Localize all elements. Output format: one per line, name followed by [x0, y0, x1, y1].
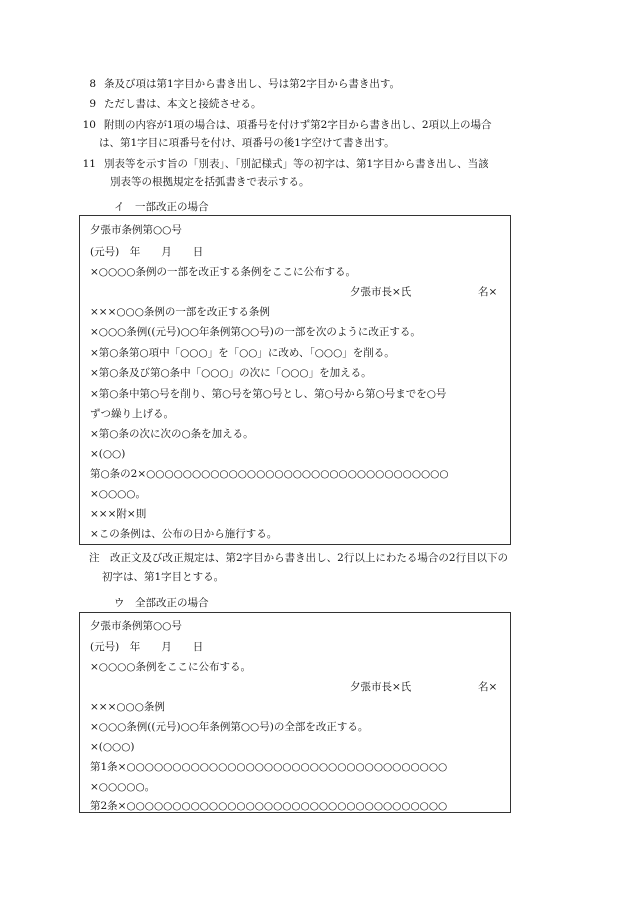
- rule-item-8: [76, 76, 400, 92]
- amendment-line: ×第○条中第○号を削り、第○号を第○号とし、第○号から第○号までを○号: [90, 388, 447, 400]
- rule-number: 10: [82, 119, 96, 131]
- mayor-signature-office: 夕張市長×氏: [350, 681, 412, 693]
- note-line-2: 初字は、第1字目とする。: [102, 571, 225, 583]
- article-text: 第○条の2×○○○○○○○○○○○○○○○○○○○○○○○○○○○○○○○○○: [90, 468, 449, 480]
- supplementary-provisions-heading: ×××附×則: [90, 508, 147, 520]
- article-1-text-continuation: ×○○○○○。: [90, 781, 156, 793]
- ordinance-number: 夕張市条例第○○号: [90, 620, 182, 632]
- article-text-continuation: ×○○○○。: [90, 488, 146, 500]
- rule-item-10-cont: [99, 135, 395, 151]
- rule-item-10: [76, 117, 492, 133]
- rule-item-9: [76, 96, 262, 112]
- example-box-partial-amendment: [79, 215, 511, 545]
- ordinance-title: ×××○○○条例: [90, 701, 165, 713]
- rule-text: 別表等を示す旨の「別表」、「別記様式」等の初字は、第1字目から書き出し、当該: [104, 158, 489, 170]
- section-heading-partial-amendment: イ 一部改正の場合: [114, 201, 209, 213]
- rule-item-11: [76, 156, 489, 172]
- mayor-signature-office: 夕張市長×氏: [350, 286, 412, 298]
- amendment-line: ずつ繰り上げる。: [90, 408, 174, 420]
- note-line-1: 注 改正文及び改正規定は、第2字目から書き出し、2行以上にわたる場合の2行目以下の: [89, 552, 509, 564]
- rule-item-11-cont: [110, 174, 310, 190]
- ordinance-title: ×××○○○条例の一部を改正する条例: [90, 306, 270, 318]
- amendment-line: ×第○条の次に次の○条を加える。: [90, 428, 254, 440]
- example-box-full-amendment: [79, 612, 511, 813]
- article-2-text: 第2条×○○○○○○○○○○○○○○○○○○○○○○○○○○○○○○○○○○○: [90, 800, 448, 812]
- supplementary-provision-text: ×この条例は、公布の日から施行する。: [90, 528, 278, 540]
- amendment-statement: ×○○○条例((元号)○○年条例第○○号)の一部を次のように改正する。: [90, 326, 421, 338]
- mayor-signature-name: 名×: [478, 681, 498, 693]
- amendment-statement: ×○○○条例((元号)○○年条例第○○号)の全部を改正する。: [90, 721, 369, 733]
- amendment-line: ×第○条及び第○条中「○○○」の次に「○○○」を加える。: [90, 367, 372, 379]
- section-heading-full-amendment: ウ 全部改正の場合: [114, 597, 209, 609]
- rule-number: 11: [82, 158, 96, 170]
- mayor-signature-name: 名×: [478, 286, 498, 298]
- rule-text: 附則の内容が1項の場合は、項番号を付けず第2字目から書き出し、2項以上の場合: [104, 119, 492, 131]
- article-caption: ×(○○○): [90, 741, 135, 753]
- rule-text: 条及び項は第1字目から書き出し、号は第2字目から書き出す。: [104, 78, 401, 90]
- rule-text: ただし書は、本文と接続させる。: [104, 98, 262, 110]
- promulgation-date: (元号) 年 月 日: [90, 246, 204, 258]
- promulgation-date: (元号) 年 月 日: [90, 641, 204, 653]
- article-caption: ×(○○): [90, 448, 126, 460]
- rule-text-continuation: 別表等の根拠規定を括弧書きで表示する。: [110, 176, 310, 188]
- promulgation-statement: ×○○○○条例をここに公布する。: [90, 661, 251, 673]
- rule-number: 9: [89, 98, 96, 110]
- rule-number: 8: [89, 78, 96, 90]
- promulgation-statement: ×○○○○条例の一部を改正する条例をここに公布する。: [90, 266, 356, 278]
- ordinance-number: 夕張市条例第○○号: [90, 224, 182, 236]
- article-1-text: 第1条×○○○○○○○○○○○○○○○○○○○○○○○○○○○○○○○○○○○: [90, 761, 448, 773]
- amendment-line: ×第○条第○項中「○○○」を「○○」に改め、「○○○」を削る。: [90, 347, 395, 359]
- rule-text-continuation: は、第1字目に項番号を付け、項番号の後1字空けて書き出す。: [99, 137, 395, 149]
